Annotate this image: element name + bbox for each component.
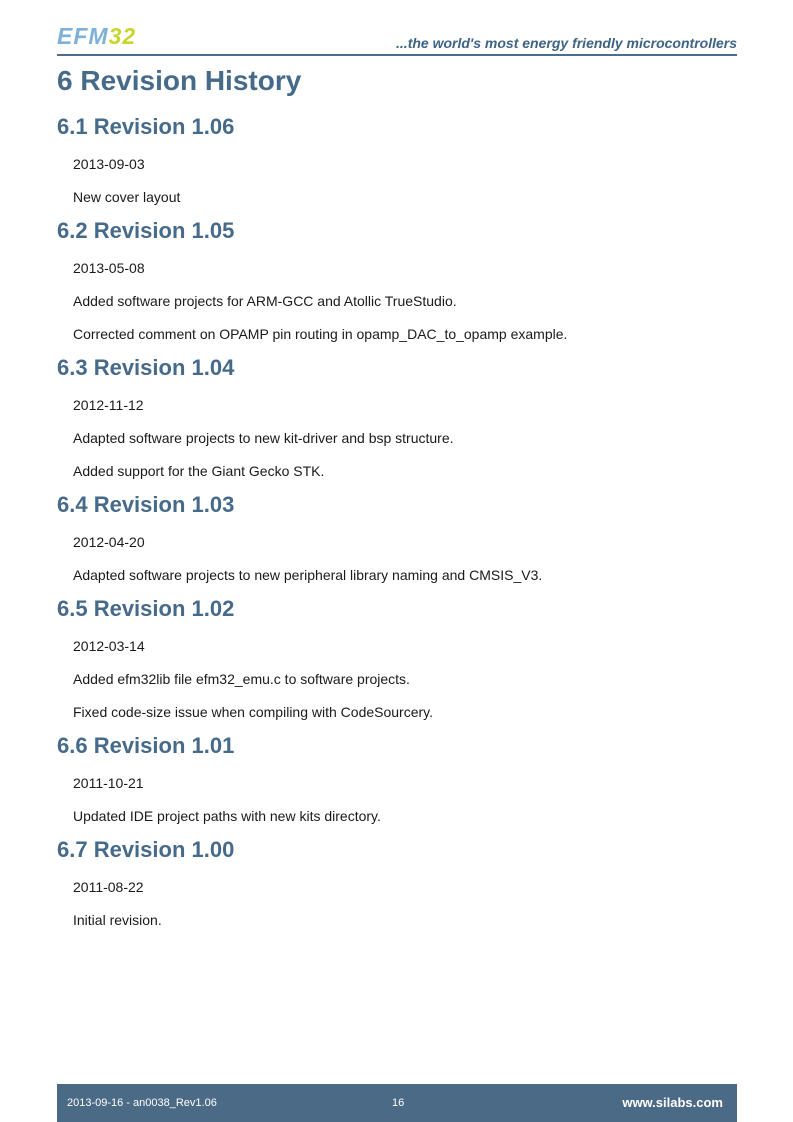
- revision-date: 2012-11-12: [73, 397, 144, 413]
- revision-heading: 6.5 Revision 1.02: [57, 596, 235, 621]
- revision-1-04: [57, 351, 737, 488]
- revision-1-06: [57, 110, 737, 214]
- revision-1-03: [57, 488, 737, 592]
- revision-list: [57, 110, 737, 937]
- logo-text: EFM: [57, 23, 109, 49]
- revision-heading: 6.2 Revision 1.05: [57, 218, 235, 243]
- efm32-logo: [57, 24, 136, 48]
- revision-date: 2011-08-22: [73, 879, 144, 895]
- revision-date: 2013-05-08: [73, 260, 145, 276]
- revision-heading: 6.7 Revision 1.00: [57, 837, 235, 862]
- revision-note: Initial revision.: [73, 912, 162, 928]
- revision-1-01: [57, 729, 737, 833]
- revision-date: 2011-10-21: [73, 775, 144, 791]
- revision-1-02: [57, 592, 737, 729]
- revision-note: Adapted software projects to new peripheral library naming and CMSIS_V3.: [73, 567, 543, 583]
- revision-date: 2012-04-20: [73, 534, 145, 550]
- revision-1-05: [57, 214, 737, 351]
- header-divider: [57, 54, 737, 56]
- revision-date: 2012-03-14: [73, 638, 145, 654]
- revision-note: Added support for the Giant Gecko STK.: [73, 463, 325, 479]
- footer-website-link[interactable]: www.silabs.com: [622, 1095, 723, 1110]
- revision-note: New cover layout: [73, 189, 181, 205]
- page-footer: [57, 1084, 737, 1122]
- header-tagline: ...the world's most energy friendly microcontrollers: [396, 35, 737, 51]
- revision-heading: 6.1 Revision 1.06: [57, 114, 235, 139]
- revision-1-00: [57, 833, 737, 937]
- footer-doc-info: 2013-09-16 - an0038_Rev1.06: [67, 1097, 217, 1109]
- revision-note: Added software projects for ARM-GCC and Atollic TrueStudio.: [73, 293, 457, 309]
- revision-heading: 6.4 Revision 1.03: [57, 492, 235, 517]
- revision-date: 2013-09-03: [73, 156, 145, 172]
- logo-number: 32: [108, 23, 137, 49]
- footer-page-number: 16: [392, 1097, 405, 1109]
- revision-note: Fixed code-size issue when compiling with CodeSourcery.: [73, 704, 434, 720]
- revision-note: Updated IDE project paths with new kits directory.: [73, 808, 381, 824]
- revision-note: Added efm32lib file efm32_emu.c to software projects.: [73, 671, 410, 687]
- page-title: 6 Revision History: [57, 65, 302, 96]
- revision-note: Adapted software projects to new kit-driver and bsp structure.: [73, 430, 454, 446]
- page-header: [57, 22, 737, 56]
- revision-note: Corrected comment on OPAMP pin routing in opamp_DAC_to_opamp example.: [73, 326, 568, 342]
- revision-heading: 6.6 Revision 1.01: [57, 733, 235, 758]
- revision-heading: 6.3 Revision 1.04: [57, 355, 235, 380]
